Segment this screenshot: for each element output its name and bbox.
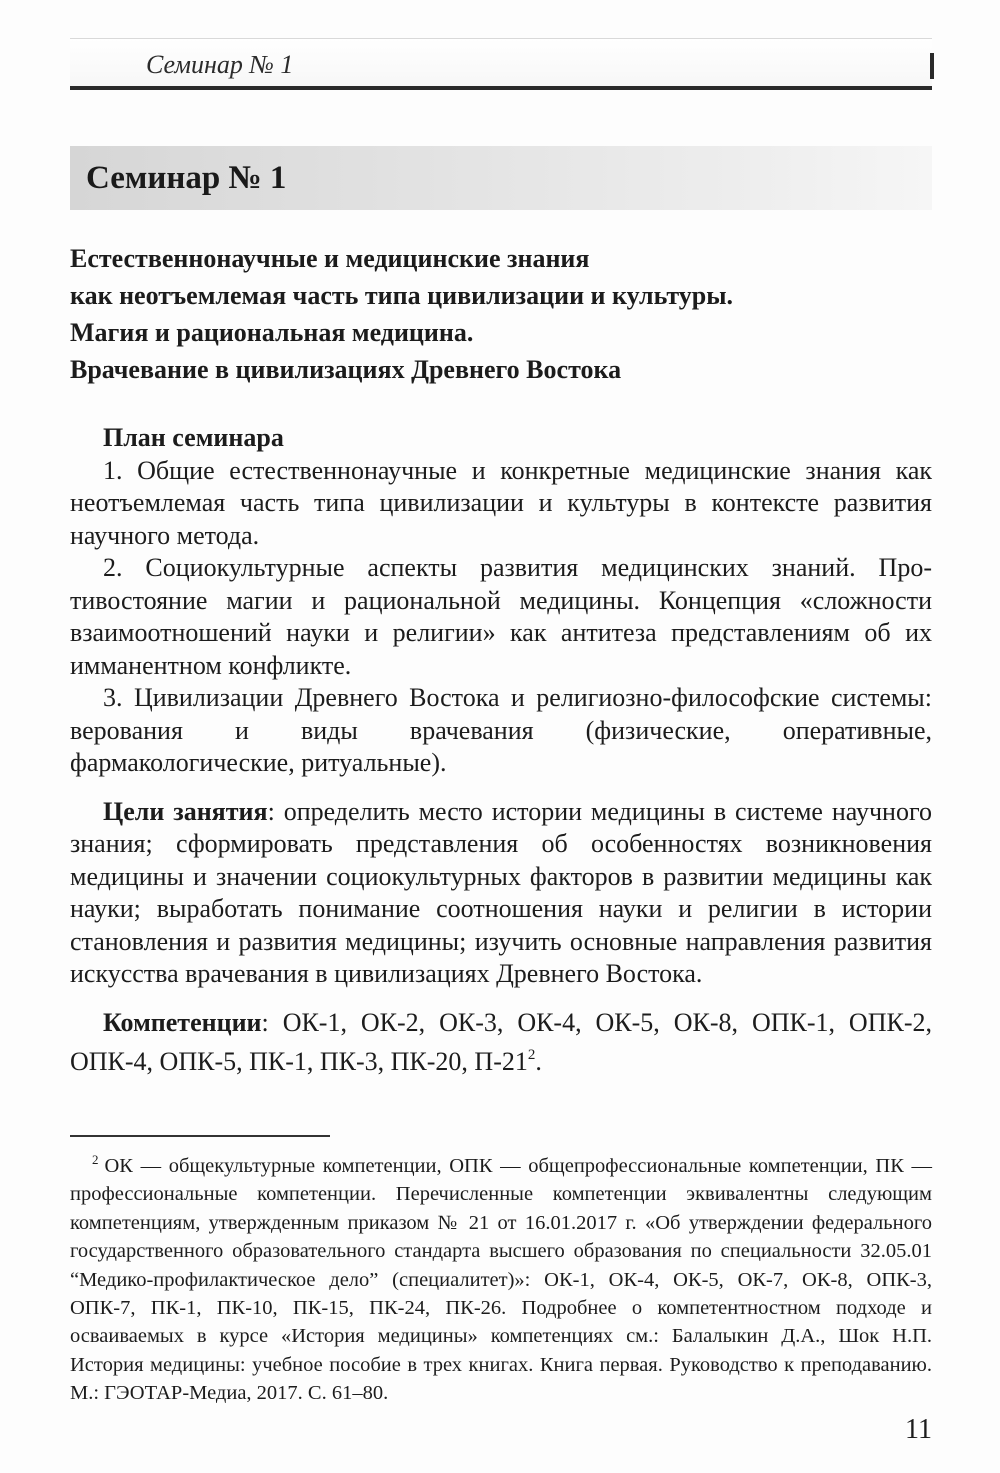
paragraph-gap xyxy=(70,780,932,796)
competencies-text: : ОК-1, ОК-2, ОК-3, ОК-4, ОК-5, ОК-8, ОПК-1, ОПК-2, ОПК-4, ОПК-5, ПК-1, ПК-3, ПК-20, П-21 xyxy=(70,1007,932,1076)
topic-title xyxy=(70,240,950,388)
topic-line-1: Естественнонаучные и медицинские знания xyxy=(70,244,590,273)
footnote-marker: 2 xyxy=(92,1152,99,1167)
goals-text: : определить место истории медицины в системе научного знания; сформировать представления об особенностях возникновения медицины и значении социокультурных факторов в развитии медицины как науки; выработать понимание соотношения науки и религии в истории становления и развития медицины; изучить основные направления развития искусства врачевания в цивилизациях Древнего Востока. xyxy=(70,796,932,988)
topic-line-3: Магия и рациональная медицина. xyxy=(70,318,474,347)
plan-item-3: 3. Цивилизации Древнего Востока и религиозно-философские системы: верования и виды врачевания (физические, оперативные, фармакологические, ритуальные). xyxy=(70,683,932,777)
footnote-reference[interactable]: 2 xyxy=(527,1047,536,1063)
competencies-end: . xyxy=(535,1047,542,1076)
goals-label: Цели занятия xyxy=(103,796,268,826)
body-text xyxy=(70,422,932,1079)
page-number: 11 xyxy=(905,1414,932,1445)
running-header-edge-mark xyxy=(930,53,934,79)
section-heading-box xyxy=(70,146,932,210)
topic-line-2: как неотъемлемая часть типа цивилизации и культуры. xyxy=(70,281,734,310)
running-header-title: Семинар № 1 xyxy=(146,50,294,79)
paragraph-gap xyxy=(70,991,932,1007)
topic-line-4: Врачевание в цивилизациях Древнего Востока xyxy=(70,355,622,384)
competencies-paragraph xyxy=(70,1007,932,1079)
goals-paragraph xyxy=(70,796,932,991)
running-header xyxy=(70,38,932,90)
footnote xyxy=(70,1146,932,1408)
plan-title: План семинара xyxy=(103,423,284,452)
section-heading: Семинар № 1 xyxy=(86,160,287,196)
plan-item-2: 2. Социокультурные аспекты развития медицинских знаний. Противостояние магии и рациональной медицины. Концепция «сложности взаимоотношений науки и религии» как антитеза представлениям об их имманентном конфликте. xyxy=(70,553,932,680)
competencies-label: Компетенции xyxy=(103,1007,262,1037)
plan-item-1: 1. Общие естественнонаучные и конкретные медицинские знания как неотъемлемая часть типа цивилизации и культуры в контексте развития научного метода. xyxy=(70,455,932,550)
footnote-text: ОК — общекультурные компетенции, ОПК — общепрофессиональные компетенции, ПК — профессиональные компетенции. Перечисленные компетенции эквивалентны следующим компетенциям, утвержденным приказом № 21 от 16.01.2017 г. «Об утверждении федерального государственного образовательного стандарта высшего образования по специальности 32.05.01 “Медико-профилактическое дело” (специалитет)»: ОК-1, ОК-4, ОК-5, ОК-7, ОК-8, ОПК-3, ОПК-7, ПК-1, ПК-10, ПК-15, ПК-24, ПК-26. Подробнее о компетентностном подходе и осваиваемых в курсе «История медицины» компетенциях см.: Балалыкин Д.А., Шок Н.П. История медицины: учебное пособие в трех книгах. Книга первая. Руководство к преподаванию. М.: ГЭОТАР-Медиа, 2017. С. 61–80. xyxy=(70,1155,932,1405)
footnote-divider xyxy=(70,1135,330,1137)
